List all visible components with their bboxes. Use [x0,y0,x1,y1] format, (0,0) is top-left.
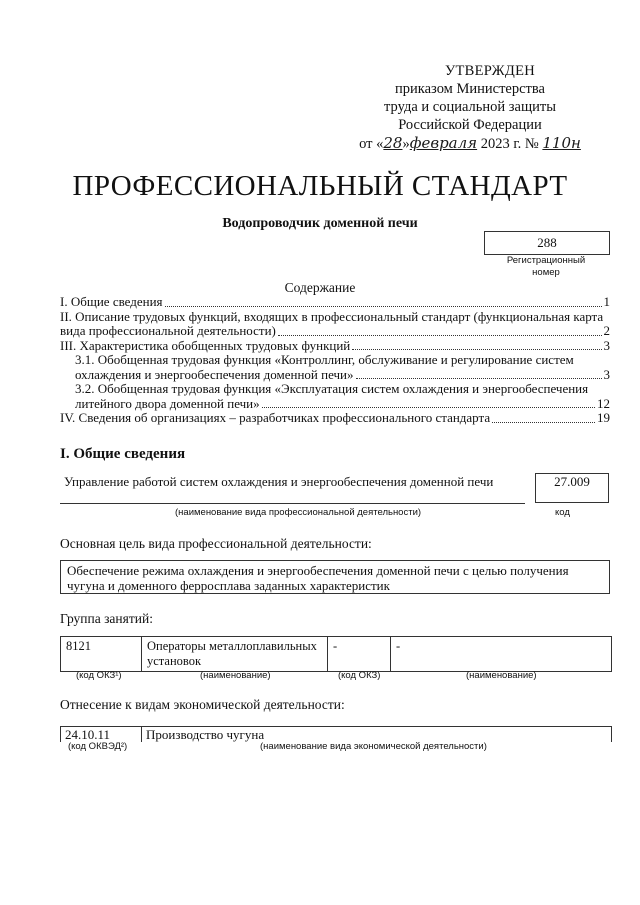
toc-page: 3 [603,366,610,382]
toc-page: 3 [603,337,610,353]
toc-leader [352,349,601,350]
activity-underline [60,503,525,504]
toc-item[interactable] [60,382,610,411]
toc-item[interactable] [60,411,610,426]
toc-item[interactable] [60,339,610,354]
occupation-group-label: Группа занятий: [60,611,153,626]
approval-title: УТВЕРЖДЕН [444,63,536,79]
date-prefix: от « [359,136,384,152]
toc-item[interactable] [60,353,610,382]
occupation-table [60,636,612,672]
occupation-code-cell: - [328,637,391,672]
handwritten-month: февраля [409,134,478,152]
activity-code-box: 27.009 [535,473,609,503]
toc-item[interactable] [60,295,610,310]
table-row [61,727,612,743]
goal-label: Основная цель вида профессиональной деятельности: [60,536,372,551]
occupation-code-cell: 8121 [61,637,142,672]
occupation-name-cell: Операторы металлоплавильных установок [142,637,328,672]
toc-item-text: литейного двора доменной печи» [75,395,260,411]
economic-activity-label: Отнесение к видам экономической деятельности: [60,697,345,712]
okved-caption: (наименование вида экономической деятельности) [260,741,487,752]
okved-caption: (код ОКВЭД²) [68,741,128,752]
toc-item[interactable] [60,310,610,339]
date-year: 2023 г. № [477,136,539,152]
document-title: ПРОФЕССИОНАЛЬНЫЙ СТАНДАРТ [72,170,568,202]
occupation-caption: (наименование) [200,670,271,681]
toc-item-text: вида профессиональной деятельности) [60,323,276,338]
registration-number-box: 288 [484,231,610,255]
contents-heading: Содержание [284,280,356,295]
toc-leader [492,422,595,423]
toc-page: 2 [603,323,610,338]
handwritten-order-number: 110н [542,134,581,152]
toc-item-text: IV. Сведения об организациях – разработчиках профессионального стандарта [60,410,491,425]
toc-leader [165,306,602,307]
toc-item-text: II. Описание трудовых функций, входящих в профессиональный стандарт (функциональная карта [60,308,604,324]
activity-name: Управление работой систем охлаждения и энергообеспечения доменной печи [64,474,494,489]
okved-code-cell: 24.10.11 [61,727,142,743]
code-caption: код [555,507,570,518]
approval-line: Российской Федерации [398,117,542,133]
activity-caption: (наименование вида профессиональной деятельности) [175,507,422,518]
section-heading: I. Общие сведения [60,446,186,462]
toc-leader [278,335,602,336]
approval-date-line: от «28»февраля 2023 г. № 110н [359,134,581,152]
approval-line: приказом Министерства [395,81,545,97]
toc-item-text: I. Общие сведения [60,294,163,309]
toc-leader [262,407,595,408]
registration-label [484,255,608,279]
table-row [61,637,612,672]
toc-page: 19 [597,410,610,425]
toc-item-text: охлаждения и энергообеспечения доменной печи» [75,366,354,382]
approval-line: труда и социальной защиты [384,99,556,115]
toc-item-text: 3.2. Обобщенная трудовая функция «Эксплуатация систем охлаждения и энергообеспечения [75,381,589,396]
registration-label-line: Регистрационный [506,255,586,266]
toc-item-text: 3.1. Обобщенная трудовая функция «Контроллинг, обслуживание и регулирование систем [75,352,574,367]
handwritten-day: 28 [383,134,403,152]
standard-name: Водопроводчик доменной печи [222,216,418,231]
toc-leader [356,378,602,379]
occupation-caption: (код ОКЗ) [338,670,381,681]
toc-page: 12 [597,395,610,411]
registration-label-line: номер [532,267,560,278]
table-of-contents [60,295,610,426]
okved-name-cell: Производство чугуна [142,727,612,743]
goal-text-box: Обеспечение режима охлаждения и энергообеспечения доменной печи с целью получения чугуна и доменного ферросплава заданных характеристик [60,560,610,594]
occupation-caption: (код ОКЗ¹) [76,670,122,681]
toc-item-text: III. Характеристика обобщенных трудовых функций [60,337,351,353]
occupation-name-cell: - [391,637,612,672]
occupation-caption: (наименование) [466,670,537,681]
toc-page: 1 [603,294,610,309]
economic-activity-table [60,726,612,742]
approval-block [330,62,610,153]
